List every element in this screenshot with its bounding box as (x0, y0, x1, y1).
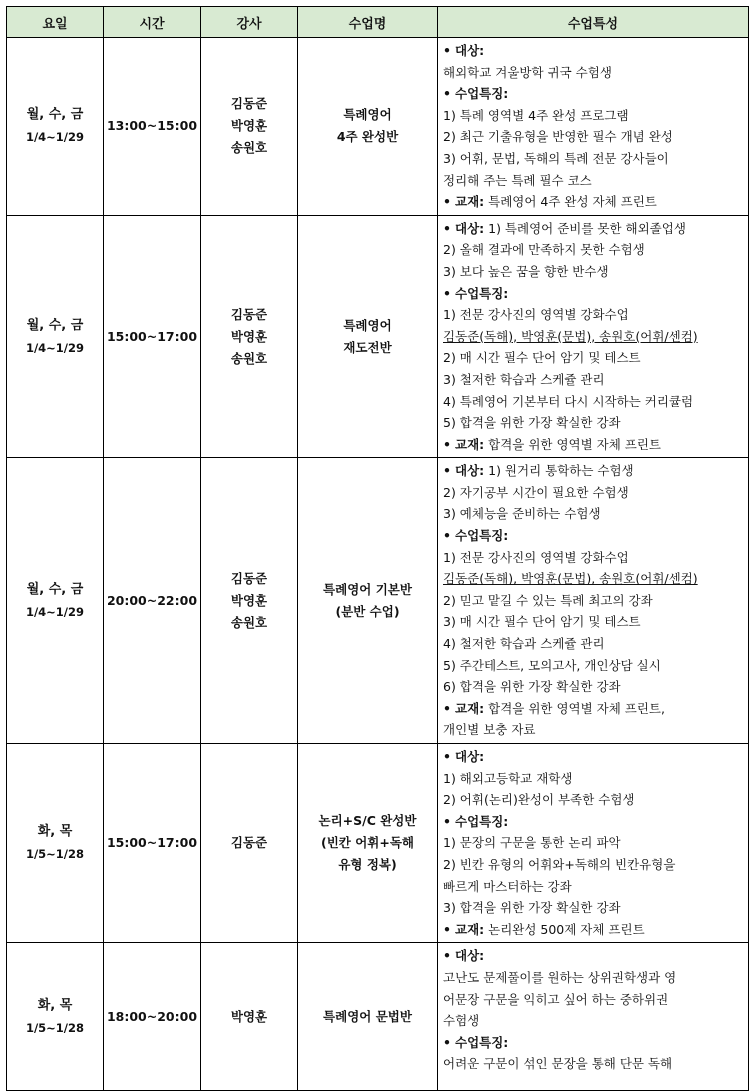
header-course: 수업명 (298, 7, 438, 38)
feature-line (443, 40, 744, 62)
feature-text: 2) 믿고 맡길 수 있는 특례 최고의 강좌 (443, 592, 653, 608)
feature-line (443, 503, 744, 525)
feature-line (443, 482, 744, 504)
bullet-icon: • (443, 813, 451, 829)
feature-text: 2) 올해 결과에 만족하지 못한 수험생 (443, 242, 645, 258)
teacher-name: 박영훈 (230, 118, 268, 134)
time-text: 15:00~17:00 (106, 328, 198, 344)
bullet-icon: • (443, 436, 451, 452)
header-time: 시간 (104, 7, 201, 38)
feature-text: 3) 매 시간 필수 단어 암기 및 테스트 (443, 614, 641, 630)
bullet-icon: • (443, 285, 451, 301)
day-cell (7, 744, 104, 943)
feature-text: 2) 자기공부 시간이 필요한 수험생 (443, 484, 629, 500)
feature-text: 합격을 위한 영역별 자체 프린트, (484, 700, 665, 716)
feature-text: 1) 전문 강사진의 영역별 강화수업 (443, 307, 629, 323)
teacher-cell (201, 458, 298, 744)
teacher-cell (201, 744, 298, 943)
bullet-icon: • (443, 463, 451, 479)
feature-line (443, 218, 744, 240)
teacher-cell (201, 215, 298, 458)
feature-line (443, 525, 744, 547)
feature-text: 해외학교 겨울방학 귀국 수험생 (443, 64, 612, 80)
feature-line (443, 239, 744, 261)
feature-line (443, 676, 744, 698)
feature-line (443, 412, 744, 434)
feature-line (443, 568, 744, 590)
date-range: 1/4~1/29 (25, 130, 85, 145)
feature-line (443, 633, 744, 655)
feature-text: 합격을 위한 영역별 자체 프린트 (484, 436, 661, 452)
feature-text: 2) 매 시간 필수 단어 암기 및 테스트 (443, 350, 641, 366)
feature-text: 수험생 (443, 1013, 480, 1029)
schedule-body (7, 38, 749, 1091)
time-text: 18:00~20:00 (106, 1008, 198, 1024)
course-name-line: 특례영어 문법반 (323, 1008, 412, 1024)
time-cell (104, 38, 201, 216)
feature-line (443, 811, 744, 833)
feature-line (443, 369, 744, 391)
time-cell (104, 744, 201, 943)
feature-line (443, 391, 744, 413)
day-text: 화, 목 (37, 997, 73, 1013)
feature-line (443, 746, 744, 768)
course-cell (298, 943, 438, 1091)
features-cell (438, 943, 749, 1091)
course-name-line: (빈칸 어휘+독해 (321, 835, 414, 851)
teacher-cell (201, 38, 298, 216)
feature-text: 3) 합격을 위한 가장 확실한 강좌 (443, 900, 621, 916)
course-name-line: 특례영어 (343, 107, 392, 123)
feature-line (443, 989, 744, 1011)
feature-line (443, 304, 744, 326)
bullet-icon: • (443, 86, 451, 102)
features-cell (438, 458, 749, 744)
feature-text: 어문장 구문을 익히고 싶어 하는 중하위권 (443, 991, 669, 1007)
feature-text: 3) 철저한 학습과 스케쥴 관리 (443, 371, 605, 387)
feature-text: 1) 해외고등학교 재학생 (443, 770, 573, 786)
day-cell (7, 458, 104, 744)
course-cell (298, 744, 438, 943)
course-name-line: (분반 수업) (335, 603, 400, 619)
feature-text: 고난도 문제풀이를 원하는 상위권학생과 영 (443, 969, 677, 985)
course-name-line: 논리+S/C 완성반 (318, 813, 417, 829)
header-teacher: 강사 (201, 7, 298, 38)
time-text: 13:00~15:00 (106, 118, 198, 134)
feature-text: 2) 빈칸 유형의 어휘와+독해의 빈칸유형을 (443, 856, 676, 872)
feature-line (443, 126, 744, 148)
feature-line (443, 547, 744, 569)
bullet-icon: • (443, 528, 451, 544)
feature-line (443, 655, 744, 677)
feature-line (443, 1010, 744, 1032)
teacher-name: 박영훈 (230, 328, 268, 344)
features-cell (438, 744, 749, 943)
feature-text: 4) 특례영어 기본부터 다시 시작하는 커리큘럼 (443, 393, 694, 409)
feature-text: 1) 전문 강사진의 영역별 강화수업 (443, 549, 629, 565)
time-text: 15:00~17:00 (106, 835, 198, 851)
teacher-name: 김동준 (230, 96, 268, 112)
day-text: 월, 수, 금 (26, 107, 84, 123)
feature-text: 1) 특례영어 준비를 못한 해외졸업생 (484, 220, 686, 236)
feature-line (443, 854, 744, 876)
course-name-line: 재도전반 (343, 339, 392, 355)
feature-label: 대상: (455, 749, 485, 764)
schedule-table (6, 6, 749, 1091)
feature-line (443, 191, 744, 213)
course-name-line: 특례영어 기본반 (323, 581, 412, 597)
feature-line (443, 460, 744, 482)
feature-text: 5) 주간테스트, 모의고사, 개인상담 실시 (443, 657, 661, 673)
table-row (7, 943, 749, 1091)
feature-label: 수업특징: (455, 86, 509, 102)
feature-line (443, 326, 744, 348)
feature-text: 특례영어 4주 완성 자체 프린트 (484, 194, 657, 210)
feature-text: 2) 어휘(논리)완성이 부족한 수험생 (443, 792, 635, 808)
feature-line (443, 967, 744, 989)
feature-text: 김동준(독해), 박영훈(문법), 송원호(어휘/센컴) (443, 571, 698, 587)
feature-text: 5) 합격을 위한 가장 확실한 강좌 (443, 415, 621, 431)
feature-text: 김동준(독해), 박영훈(문법), 송원호(어휘/센컴) (443, 328, 698, 344)
feature-text: 3) 보다 높은 꿈을 향한 반수생 (443, 263, 609, 279)
feature-label: 교재: (455, 921, 485, 937)
feature-line (443, 283, 744, 305)
teacher-name: 김동준 (230, 835, 268, 851)
table-row (7, 458, 749, 744)
feature-text: 6) 합격을 위한 가장 확실한 강좌 (443, 679, 621, 695)
date-range: 1/4~1/29 (25, 604, 85, 619)
feature-label: 대상: (455, 463, 485, 479)
feature-line (443, 347, 744, 369)
teacher-name: 송원호 (230, 350, 268, 366)
features-cell (438, 38, 749, 216)
feature-line (443, 698, 744, 720)
time-cell (104, 215, 201, 458)
feature-line (443, 1032, 744, 1054)
feature-label: 교재: (455, 700, 485, 716)
header-day: 요일 (7, 7, 104, 38)
feature-text: 2) 최근 기출유형을 반영한 필수 개념 완성 (443, 129, 673, 145)
feature-label: 수업특징: (455, 813, 509, 829)
feature-line (443, 611, 744, 633)
course-cell (298, 38, 438, 216)
time-cell (104, 943, 201, 1091)
feature-line (443, 1053, 744, 1075)
course-cell (298, 458, 438, 744)
time-text: 20:00~22:00 (106, 592, 198, 608)
feature-label: 교재: (455, 194, 485, 210)
teacher-name: 김동준 (230, 570, 268, 586)
bullet-icon: • (443, 948, 451, 964)
day-text: 월, 수, 금 (26, 581, 84, 597)
features-cell (438, 215, 749, 458)
feature-line (443, 768, 744, 790)
feature-label: 대상: (455, 220, 485, 236)
feature-label: 수업특징: (455, 1034, 509, 1050)
bullet-icon: • (443, 1034, 451, 1050)
feature-line (443, 876, 744, 898)
bullet-icon: • (443, 220, 451, 236)
feature-text: 3) 어휘, 문법, 독해의 특례 전문 강사들이 (443, 150, 669, 166)
table-row (7, 215, 749, 458)
course-name-line: 4주 완성반 (336, 129, 399, 145)
feature-line (443, 789, 744, 811)
feature-line (443, 105, 744, 127)
feature-text: 1) 특례 영역별 4주 완성 프로그램 (443, 107, 629, 123)
feature-line (443, 919, 744, 941)
feature-text: 어려운 구문이 섞인 문장을 통해 단문 독해 (443, 1056, 673, 1072)
feature-line (443, 897, 744, 919)
feature-text: 1) 문장의 구문을 통한 논리 파악 (443, 835, 621, 851)
course-name-line: 특례영어 (343, 317, 392, 333)
feature-line (443, 719, 744, 741)
date-range: 1/5~1/28 (25, 847, 85, 862)
day-cell (7, 38, 104, 216)
feature-text: 개인별 보충 자료 (443, 722, 536, 738)
feature-line (443, 590, 744, 612)
feature-text: 1) 원거리 통학하는 수험생 (484, 463, 634, 479)
day-cell (7, 943, 104, 1091)
day-text: 화, 목 (37, 824, 73, 840)
feature-line (443, 945, 744, 967)
feature-line (443, 261, 744, 283)
course-name-line: 유형 정복) (338, 857, 397, 873)
header-features: 수업특성 (438, 7, 749, 38)
feature-label: 수업특징: (455, 528, 509, 544)
teacher-cell (201, 943, 298, 1091)
teacher-name: 송원호 (230, 140, 268, 156)
feature-line (443, 62, 744, 84)
feature-line (443, 83, 744, 105)
date-range: 1/4~1/29 (25, 340, 85, 355)
feature-label: 대상: (455, 43, 485, 58)
feature-line (443, 434, 744, 456)
feature-line (443, 832, 744, 854)
time-cell (104, 458, 201, 744)
day-cell (7, 215, 104, 458)
feature-text: 빠르게 마스터하는 강좌 (443, 878, 572, 894)
table-row (7, 744, 749, 943)
teacher-name: 김동준 (230, 306, 268, 322)
bullet-icon: • (443, 749, 451, 764)
feature-text: 정리해 주는 특례 필수 코스 (443, 172, 592, 188)
feature-label: 수업특징: (455, 285, 509, 301)
teacher-name: 송원호 (230, 614, 268, 630)
feature-label: 교재: (455, 436, 485, 452)
feature-line (443, 148, 744, 170)
day-text: 월, 수, 금 (26, 317, 84, 333)
feature-line (443, 170, 744, 192)
bullet-icon: • (443, 43, 451, 58)
header-row (7, 7, 749, 38)
bullet-icon: • (443, 194, 451, 210)
course-cell (298, 215, 438, 458)
feature-label: 대상: (455, 948, 485, 964)
feature-text: 3) 예체능을 준비하는 수험생 (443, 506, 601, 522)
feature-text: 4) 철저한 학습과 스케쥴 관리 (443, 636, 605, 652)
date-range: 1/5~1/28 (25, 1020, 85, 1035)
teacher-name: 박영훈 (230, 1008, 268, 1024)
bullet-icon: • (443, 700, 451, 716)
bullet-icon: • (443, 921, 451, 937)
table-row (7, 38, 749, 216)
feature-text: 논리완성 500제 자체 프린트 (484, 921, 645, 937)
teacher-name: 박영훈 (230, 592, 268, 608)
